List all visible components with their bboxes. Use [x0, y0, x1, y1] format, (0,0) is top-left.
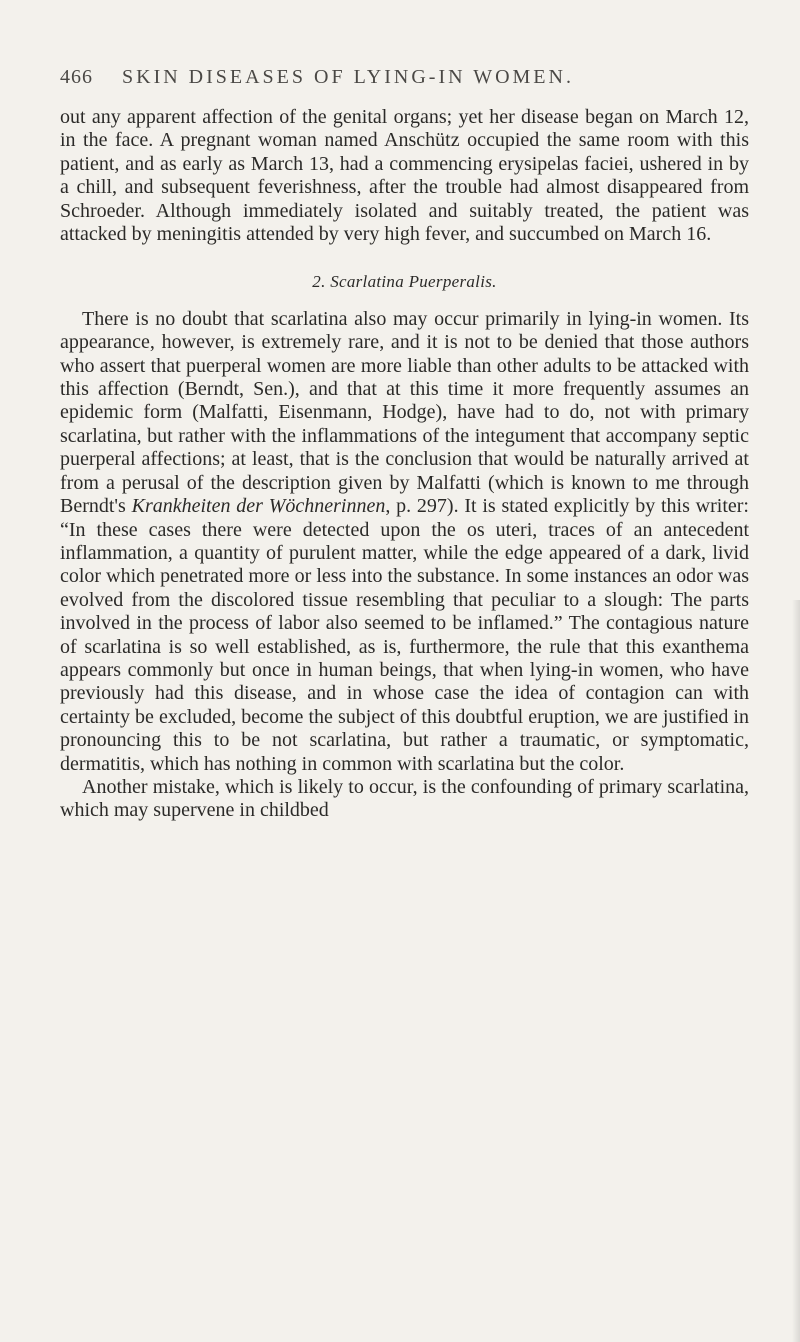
section-heading: 2. Scarlatina Puerperalis.	[312, 272, 497, 292]
page-edge-shadow	[792, 600, 800, 1342]
paragraph-continuation: out any apparent affection of the genital organs; yet her disease began on March 12, in the face. A pregnant woman named Anschütz occupied the same room with this patient, and as early as March 13, had a commencing erysipelas faciei, ushered in by a chill, and subsequent feverishness, after the trouble had almost disappeared from Schroeder. Although immediately isolated and suitably treated, the patient was attacked by meningitis attended by very high fever, and succumbed on March 16.	[60, 106, 749, 246]
paragraph-text-after: , p. 297). It is stated explicitly by this writer: “In these cases there were detected upon the os uteri, traces of an antecedent inflammation, a quantity of purulent matter, while the edge appeared of a dark, livid color which penetrated more or less into the substance. In some instances an odor was evolved from the discolored tissue resembling that peculiar to a slough: The parts involved in the process of labor also seemed to be inflamed.” The contagious nature of scarlatina is so well established, as is, furthermore, the rule that this exanthema appears commonly but once in human beings, that when lying-in women, who have previously had this disease, and in whose case the idea of contagion can with certainty be excluded, become the subject of this doubtful eruption, we are justified in pronouncing this to be not scarlatina, but rather a traumatic, or symptomatic, dermatitis, which has nothing in common with scarlatina but the color.	[60, 495, 749, 775]
page-number: 466	[60, 66, 93, 88]
paragraph-another-mistake: Another mistake, which is likely to occur, is the confounding of primary scarlatina, which may supervene in childbed	[60, 775, 749, 822]
book-title-italic: Krankheiten der Wöchnerinnen	[131, 495, 386, 518]
paragraph-text-before: There is no doubt that scarlatina also may occur primarily in lying-in women. Its appearance, however, is extremely rare, and it is not to be denied that those authors who assert that puerperal women are more liable than other adults to be attacked with this affection (Berndt, Sen.), and that at this time it more frequently assumes an epidemic form (Malfatti, Eisenmann, Hodge), have had to do, not with primary scarlatina, but rather with the inflammations of the integument that accompany septic puerperal affections; at least, that is the conclusion that would be naturally arrived at from a perusal of the description given by Malfatti (which is known to me through Berndt's	[60, 307, 749, 518]
running-head: SKIN DISEASES OF LYING-IN WOMEN.	[122, 66, 574, 88]
body-text	[60, 106, 749, 823]
paragraph-scarlatina	[60, 308, 749, 776]
